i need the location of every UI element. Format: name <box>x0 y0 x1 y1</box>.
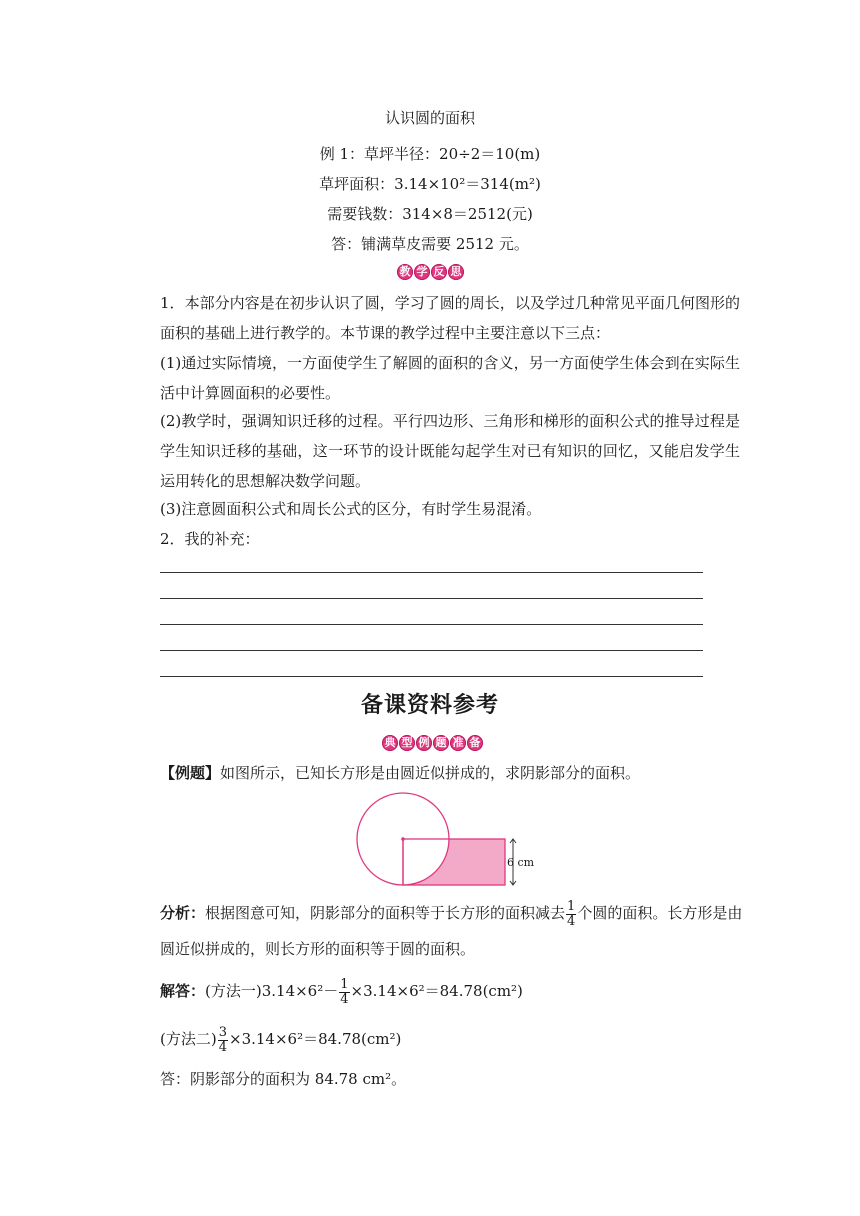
blank-line <box>160 624 703 625</box>
circle-rectangle-figure <box>352 788 542 890</box>
example-label: 【例题】 <box>160 764 221 782</box>
method1-text: ×3.14×6²＝84.78(cm²) <box>350 982 523 1000</box>
blank-line <box>160 598 703 599</box>
blank-line <box>160 650 703 651</box>
banner-char: 型 <box>399 735 415 751</box>
example1-line-3: 需要钱数：314×8＝2512(元) <box>327 205 533 223</box>
banner-typical-examples <box>382 735 483 751</box>
reflection-paragraph-3: (2)教学时，强调知识迁移的过程。平行四边形、三角形和梯形的面积公式的推导过程是学生知识迁移的基础，这一环节的设计既能勾起学生对已有知识的回忆，又能启发学生运用转化的思想解决数学问题。 <box>160 412 740 490</box>
center-dot <box>401 837 405 841</box>
reflection-paragraph-2: (1)通过实际情境，一方面使学生了解圆的面积的含义，另一方面使学生体会到在实际生活中计算圆面积的必要性。 <box>160 354 740 402</box>
answer-method-1 <box>160 976 523 1007</box>
section-title: 认识圆的面积 <box>384 109 475 127</box>
dimension-label: 6 cm <box>507 856 535 869</box>
fraction-numerator: 1 <box>340 976 349 992</box>
banner-char: 思 <box>448 264 464 280</box>
fraction <box>218 1026 228 1055</box>
answer-method-2 <box>160 1024 401 1055</box>
method2-text: ×3.14×6²＝84.78(cm²) <box>229 1030 402 1048</box>
banner-char: 准 <box>450 735 466 751</box>
banner-char: 教 <box>397 264 413 280</box>
analysis-line-1 <box>160 898 742 929</box>
example1-line-2: 草坪面积：3.14×10²＝314(m²) <box>319 175 541 193</box>
fraction <box>339 978 349 1007</box>
fraction-denominator: 4 <box>567 913 576 929</box>
blank-line <box>160 572 703 573</box>
reflection-paragraph-1: 1．本部分内容是在初步认识了圆，学习了圆的周长，以及学过几种常见平面几何图形的面积的基础上进行教学的。本节课的教学过程中主要注意以下三点： <box>160 294 740 342</box>
method2-text: (方法二) <box>160 1030 217 1048</box>
shaded-region <box>403 839 505 885</box>
example1-line-4: 答：铺满草皮需要 2512 元。 <box>331 235 529 253</box>
fraction-numerator: 1 <box>567 898 576 914</box>
analysis-text: 个圆的面积。长方形是由 <box>577 904 743 922</box>
reflection-paragraph-5: 2．我的补充： <box>160 530 260 548</box>
banner-char: 题 <box>433 735 449 751</box>
banner-teaching-reflection <box>397 264 464 280</box>
analysis-line-2: 圆近似拼成的，则长方形的面积等于圆的面积。 <box>160 940 476 958</box>
example1-line-1: 例 1：草坪半径：20÷2＝10(m) <box>319 145 541 163</box>
method1-text: (方法一)3.14×6²－ <box>205 982 339 1000</box>
fraction-numerator: 3 <box>218 1024 227 1040</box>
banner-char: 例 <box>416 735 432 751</box>
fraction <box>566 900 576 929</box>
answer-label: 解答： <box>160 982 206 1000</box>
banner-char: 反 <box>431 264 447 280</box>
banner-char: 学 <box>414 264 430 280</box>
example-statement <box>160 762 640 783</box>
conclusion: 答：阴影部分的面积为 84.78 cm²。 <box>160 1070 407 1088</box>
analysis-label: 分析： <box>160 904 206 922</box>
banner-char: 备 <box>467 735 483 751</box>
analysis-text: 根据图意可知，阴影部分的面积等于长方形的面积减去 <box>205 904 566 922</box>
blank-line <box>160 676 703 677</box>
banner-char: 典 <box>382 735 398 751</box>
reflection-paragraph-4: (3)注意圆面积公式和周长公式的区分，有时学生易混淆。 <box>160 500 542 518</box>
fraction-denominator: 4 <box>340 991 349 1007</box>
section-heading: 备课资料参考 <box>360 693 499 718</box>
example-text: 如图所示，已知长方形是由圆近似拼成的，求阴影部分的面积。 <box>220 764 641 782</box>
fraction-denominator: 4 <box>218 1039 227 1055</box>
